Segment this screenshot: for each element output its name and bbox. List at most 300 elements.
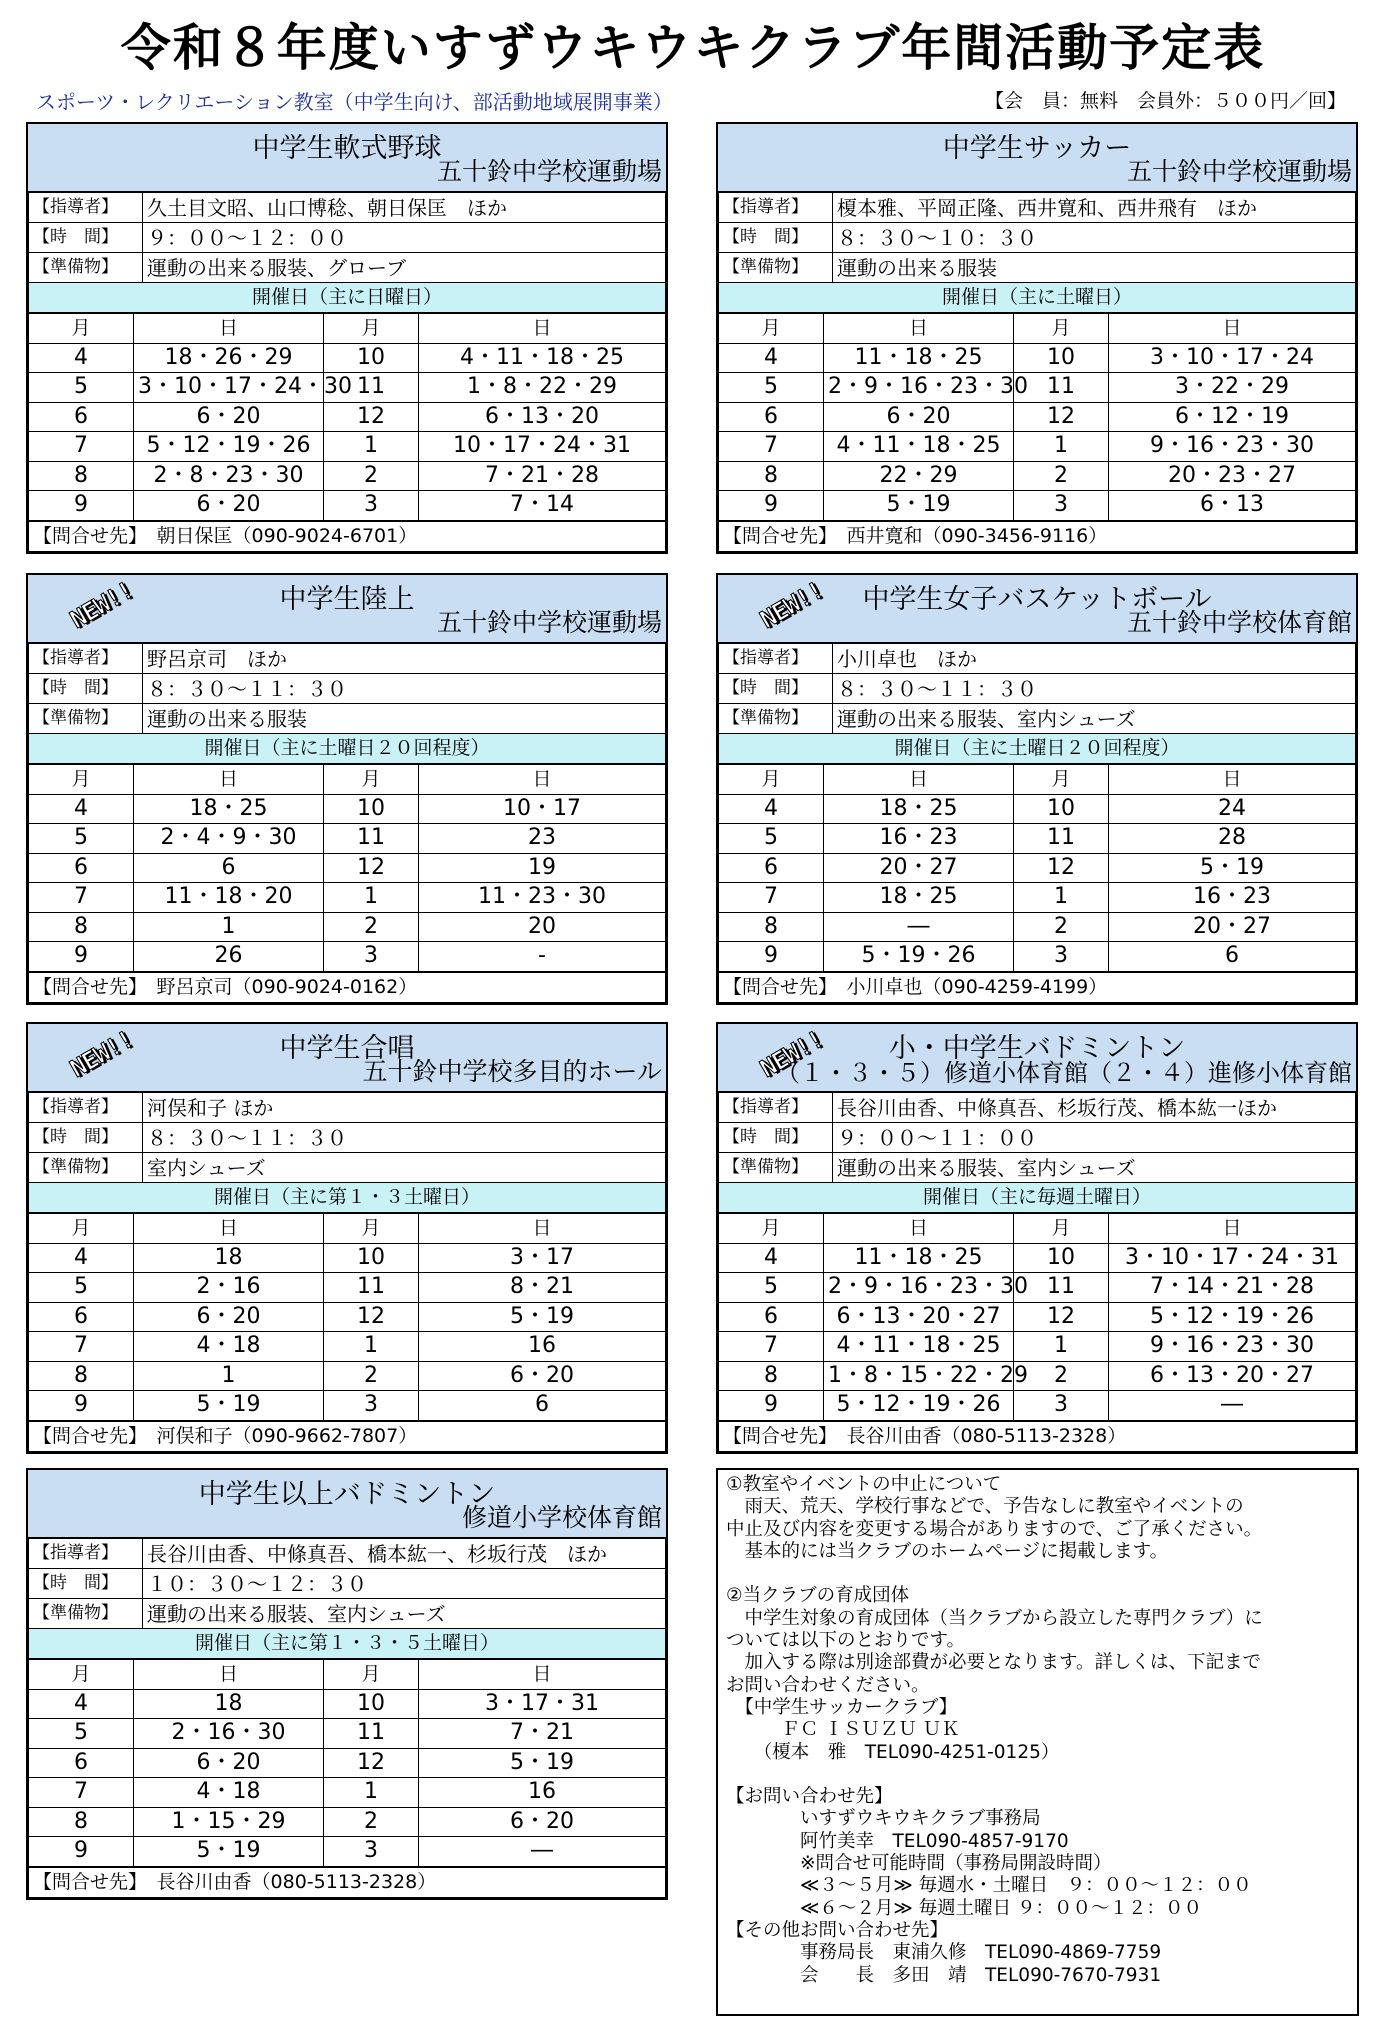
note-line: 【中学生サッカークラブ】	[726, 1696, 958, 1718]
schedule-row	[29, 1302, 666, 1332]
contact-table	[28, 521, 666, 552]
schedule-row	[29, 1361, 666, 1391]
dates-cell: 16・23	[1109, 883, 1356, 913]
dates-cell: 16	[419, 1778, 666, 1808]
schedule-row	[29, 343, 666, 373]
month-cell: 9	[29, 1837, 134, 1867]
note-line: ≪３～５月≫ 毎週水・土曜日 ９：００～１２：００	[726, 1875, 1252, 1897]
card-header	[718, 1024, 1356, 1092]
month-cell: 9	[29, 1391, 134, 1421]
month-cell: 5	[719, 824, 824, 854]
dates-cell: 5・12・19・26	[134, 432, 324, 462]
column-header: 日	[419, 765, 666, 795]
dates-cell: 6・20	[824, 402, 1014, 432]
row-value: 室内シューズ	[143, 1153, 666, 1183]
month-cell: 3	[324, 491, 419, 521]
program-card	[26, 1468, 668, 1900]
dates-cell: 2・4・9・30	[134, 824, 324, 854]
month-cell: 6	[29, 1302, 134, 1332]
note-line: 【その他お問い合わせ先】	[726, 1919, 949, 1941]
dates-cell: 6	[134, 853, 324, 883]
dates-cell: 4・18	[134, 1332, 324, 1362]
dates-cell: 6・13・20・27	[1109, 1361, 1356, 1391]
items-row	[719, 704, 1356, 734]
schedule-table	[718, 313, 1356, 521]
info-table	[28, 643, 666, 764]
dates-cell: 5・19	[134, 1391, 324, 1421]
contact-table	[718, 521, 1356, 552]
month-cell: 11	[324, 1719, 419, 1749]
month-cell: 7	[29, 432, 134, 462]
schedule-row	[29, 853, 666, 883]
dates-cell: 7・21	[419, 1719, 666, 1749]
time-row	[29, 1123, 666, 1153]
dates-cell: 2・8・23・30	[134, 461, 324, 491]
note-line: お問い合わせください。	[726, 1674, 930, 1696]
schedule-columns	[719, 1214, 1356, 1244]
row-label: 【準備物】	[719, 253, 833, 283]
schedule-row	[29, 942, 666, 972]
month-cell: 2	[324, 912, 419, 942]
contact-cell	[719, 1421, 1356, 1451]
month-cell: 2	[324, 1807, 419, 1837]
schedule-columns	[29, 1660, 666, 1690]
contact-table	[718, 1421, 1356, 1452]
program-name: 中学生合唱	[279, 1033, 415, 1064]
items-row	[29, 704, 666, 734]
program-venue: 修道小学校体育館	[461, 1503, 662, 1532]
program-name: 中学生陸上	[279, 584, 415, 615]
dates-cell: ―	[419, 1837, 666, 1867]
dates-cell: 18	[134, 1243, 324, 1273]
dates-cell: 5・19	[419, 1748, 666, 1778]
dates-cell: 16	[419, 1332, 666, 1362]
month-cell: 11	[324, 824, 419, 854]
schedule-table	[28, 764, 666, 972]
contact-cell	[29, 972, 666, 1002]
note-line: ②当クラブの育成団体	[726, 1585, 910, 1607]
dates-cell: 1	[134, 1361, 324, 1391]
month-cell: 4	[719, 794, 824, 824]
schedule-row	[29, 1807, 666, 1837]
program-venue: 五十鈴中学校運動場	[436, 157, 662, 186]
fee-info: 【会 員：無料 会員外：５００円／回】	[984, 90, 1346, 112]
time-row	[29, 1569, 666, 1599]
column-header: 月	[719, 765, 824, 795]
month-cell: 9	[719, 942, 824, 972]
schedule-row	[719, 912, 1356, 942]
items-row	[29, 1153, 666, 1183]
month-cell: 6	[29, 402, 134, 432]
program-card	[716, 1022, 1358, 1454]
schedule-header: 開催日（主に毎週土曜日）	[719, 1183, 1356, 1213]
note-line	[726, 1563, 1349, 1585]
schedule-row	[719, 824, 1356, 854]
contact-value: 長谷川由香（080-5113-2328）	[156, 1870, 437, 1893]
dates-cell: 9・16・23・30	[1109, 432, 1356, 462]
dates-cell: 11・18・20	[134, 883, 324, 913]
row-value: 運動の出来る服装	[833, 253, 1356, 283]
month-cell: 12	[324, 1748, 419, 1778]
month-cell: 9	[29, 942, 134, 972]
schedule-row	[29, 1243, 666, 1273]
row-label: 【指導者】	[29, 1539, 143, 1569]
dates-cell: 28	[1109, 824, 1356, 854]
contact-table	[28, 1421, 666, 1452]
column-header: 月	[1014, 765, 1109, 795]
month-cell: 6	[719, 402, 824, 432]
row-value: 運動の出来る服装、室内シューズ	[143, 1599, 666, 1629]
schedule-columns	[29, 765, 666, 795]
info-table	[718, 192, 1356, 313]
time-row	[29, 674, 666, 704]
dates-cell: 11・18・25	[824, 1243, 1014, 1273]
dates-cell: 6	[419, 1391, 666, 1421]
column-header: 日	[824, 1214, 1014, 1244]
dates-cell: 4・18	[134, 1778, 324, 1808]
row-value: ８：３０～１１：３０	[833, 674, 1356, 704]
row-value: 長谷川由香、中條真吾、杉坂行茂、橋本紘一ほか	[833, 1093, 1356, 1123]
month-cell: 6	[29, 1748, 134, 1778]
dates-cell: 3・22・29	[1109, 373, 1356, 403]
month-cell: 5	[29, 373, 134, 403]
row-label: 【指導者】	[29, 193, 143, 223]
program-venue: 五十鈴中学校運動場	[1126, 157, 1352, 186]
month-cell: 3	[324, 1837, 419, 1867]
dates-cell: 20・23・27	[1109, 461, 1356, 491]
month-cell: 10	[324, 1243, 419, 1273]
dates-cell: 11・18・25	[824, 343, 1014, 373]
dates-cell: 4・11・18・25	[419, 343, 666, 373]
dates-cell: 4・11・18・25	[824, 432, 1014, 462]
row-value: 榎本雅、平岡正隆、西井寛和、西井飛有 ほか	[833, 193, 1356, 223]
schedule-table	[28, 313, 666, 521]
contact-cell	[29, 1421, 666, 1451]
month-cell: 9	[29, 491, 134, 521]
contact-cell	[719, 972, 1356, 1002]
month-cell: 4	[29, 1243, 134, 1273]
column-header: 月	[29, 314, 134, 344]
schedule-row	[719, 883, 1356, 913]
month-cell: 1	[324, 1778, 419, 1808]
dates-cell: 6・13	[1109, 491, 1356, 521]
contact-row	[29, 1421, 666, 1451]
contact-row	[29, 972, 666, 1002]
month-cell: 7	[29, 1778, 134, 1808]
schedule-header-row	[29, 1183, 666, 1213]
row-value: ８：３０～１０：３０	[833, 223, 1356, 253]
column-header: 日	[824, 765, 1014, 795]
month-cell: 2	[324, 461, 419, 491]
column-header: 日	[419, 1214, 666, 1244]
note-line: 【お問い合わせ先】	[726, 1786, 893, 1808]
schedule-columns	[29, 314, 666, 344]
month-cell: 10	[324, 343, 419, 373]
note-line: 阿竹美幸 TEL090-4857-9170	[726, 1830, 1069, 1852]
row-label: 【準備物】	[29, 704, 143, 734]
dates-cell: 16・23	[824, 824, 1014, 854]
schedule-row	[29, 883, 666, 913]
time-row	[719, 1123, 1356, 1153]
month-cell: 8	[719, 461, 824, 491]
items-row	[719, 253, 1356, 283]
items-row	[29, 253, 666, 283]
schedule-table	[718, 1213, 1356, 1421]
row-value: １０：３０～１２：３０	[143, 1569, 666, 1599]
month-cell: 1	[1014, 1332, 1109, 1362]
note-line: ※問合せ可能時間（事務局開設時間）	[726, 1853, 1112, 1875]
column-header: 月	[29, 765, 134, 795]
note-line: 会 長 多田 靖 TEL090-7670-7931	[726, 1964, 1162, 1986]
schedule-header: 開催日（主に第１・３土曜日）	[29, 1183, 666, 1213]
dates-cell: 1・8・22・29	[419, 373, 666, 403]
dates-cell: 5・12・19・26	[824, 1391, 1014, 1421]
schedule-header-row	[719, 1183, 1356, 1213]
dates-cell: 18・25	[824, 794, 1014, 824]
contact-row	[29, 1867, 666, 1897]
dates-cell: 5・19	[1109, 853, 1356, 883]
contact-row	[29, 521, 666, 551]
month-cell: 12	[324, 402, 419, 432]
schedule-header: 開催日（主に日曜日）	[29, 283, 666, 313]
schedule-row	[719, 1302, 1356, 1332]
note-line: ついては以下のとおりです。	[726, 1630, 966, 1652]
dates-cell: 19	[419, 853, 666, 883]
dates-cell: 9・16・23・30	[1109, 1332, 1356, 1362]
contact-cell	[29, 1867, 666, 1897]
page-subtitle: スポーツ・レクリエーション教室（中学生向け、部活動地域展開事業）	[36, 90, 673, 114]
row-value: 長谷川由香、中條真吾、橋本紘一、杉坂行茂 ほか	[143, 1539, 666, 1569]
schedule-row	[719, 1332, 1356, 1362]
program-name: 中学生以上バドミントン	[198, 1479, 496, 1510]
contact-cell	[719, 521, 1356, 551]
dates-cell: 7・21・28	[419, 461, 666, 491]
contact-row	[719, 1421, 1356, 1451]
program-venue: 五十鈴中学校運動場	[436, 608, 662, 637]
dates-cell: 24	[1109, 794, 1356, 824]
leader-row	[29, 1093, 666, 1123]
month-cell: 1	[324, 432, 419, 462]
column-header: 月	[324, 765, 419, 795]
dates-cell: 22・29	[824, 461, 1014, 491]
note-line: ≪６～２月≫ 毎週土曜日 ９：００～１２：００	[726, 1897, 1202, 1919]
dates-cell: 3・10・17・24・31	[1109, 1243, 1356, 1273]
row-label: 【時 間】	[29, 674, 143, 704]
column-header: 月	[719, 1214, 824, 1244]
column-header: 月	[719, 314, 824, 344]
dates-cell: 10・17	[419, 794, 666, 824]
contact-label: 【問合せ先】	[723, 975, 828, 998]
dates-cell: 6・20	[419, 1361, 666, 1391]
schedule-header: 開催日（主に土曜日２０回程度）	[29, 734, 666, 764]
schedule-row	[719, 942, 1356, 972]
program-venue: 五十鈴中学校多目的ホール	[362, 1057, 662, 1086]
month-cell: 8	[29, 912, 134, 942]
schedule-row	[29, 491, 666, 521]
month-cell: 9	[719, 1391, 824, 1421]
column-header: 日	[824, 314, 1014, 344]
dates-cell: 8・21	[419, 1273, 666, 1303]
leader-row	[719, 193, 1356, 223]
schedule-row	[719, 1361, 1356, 1391]
new-badge: NEW!!	[755, 576, 828, 634]
program-name: 小・中学生バドミントン	[888, 1033, 1186, 1064]
column-header: 日	[134, 314, 324, 344]
time-row	[29, 223, 666, 253]
schedule-row	[29, 1332, 666, 1362]
dates-cell: 6・20	[134, 491, 324, 521]
month-cell: 8	[29, 1361, 134, 1391]
month-cell: 12	[1014, 853, 1109, 883]
program-card	[716, 573, 1358, 1005]
column-header: 月	[324, 1214, 419, 1244]
schedule-row	[719, 491, 1356, 521]
row-value: 久土目文昭、山口博稔、朝日保匡 ほか	[143, 193, 666, 223]
schedule-row	[29, 402, 666, 432]
note-line: 雨天、荒天、学校行事などで、予告なしに教室やイベントの	[726, 1496, 1244, 1518]
program-name: 中学生軟式野球	[252, 133, 442, 164]
dates-cell: 2・16	[134, 1273, 324, 1303]
month-cell: 3	[324, 1391, 419, 1421]
info-table	[718, 1092, 1356, 1213]
column-header: 日	[419, 1660, 666, 1690]
contact-label: 【問合せ先】	[33, 524, 138, 547]
dates-cell: 2・16・30	[134, 1719, 324, 1749]
row-label: 【時 間】	[29, 223, 143, 253]
row-label: 【準備物】	[29, 1153, 143, 1183]
month-cell: 5	[719, 1273, 824, 1303]
month-cell: 10	[1014, 1243, 1109, 1273]
month-cell: 8	[719, 1361, 824, 1391]
items-row	[719, 1153, 1356, 1183]
schedule-table	[718, 764, 1356, 972]
schedule-columns	[29, 1214, 666, 1244]
row-value: 野呂京司 ほか	[143, 644, 666, 674]
row-label: 【時 間】	[719, 1123, 833, 1153]
schedule-row	[719, 343, 1356, 373]
month-cell: 7	[29, 883, 134, 913]
row-label: 【準備物】	[719, 1153, 833, 1183]
program-name: 中学生女子バスケットボール	[862, 584, 1212, 615]
dates-cell: 1	[134, 912, 324, 942]
info-table	[718, 643, 1356, 764]
dates-cell: 6	[1109, 942, 1356, 972]
card-header	[28, 124, 666, 192]
month-cell: 7	[719, 883, 824, 913]
card-header	[28, 575, 666, 643]
note-line: ①教室やイベントの中止について	[726, 1474, 1002, 1495]
column-header: 日	[1109, 765, 1356, 795]
schedule-row	[29, 912, 666, 942]
schedule-row	[29, 1837, 666, 1867]
row-label: 【指導者】	[719, 193, 833, 223]
month-cell: 1	[1014, 432, 1109, 462]
dates-cell: 5・19	[824, 491, 1014, 521]
month-cell: 10	[1014, 794, 1109, 824]
schedule-row	[29, 794, 666, 824]
month-cell: 7	[29, 1332, 134, 1362]
column-header: 日	[134, 1214, 324, 1244]
schedule-table	[28, 1213, 666, 1421]
dates-cell: 6・12・19	[1109, 402, 1356, 432]
info-table	[28, 192, 666, 313]
contact-label: 【問合せ先】	[723, 524, 828, 547]
notes-box	[716, 1468, 1359, 2016]
month-cell: 5	[719, 373, 824, 403]
program-venue: 五十鈴中学校体育館	[1126, 608, 1352, 637]
month-cell: 9	[719, 491, 824, 521]
column-header: 日	[1109, 314, 1356, 344]
row-value: ８：３０～１１：３０	[143, 1123, 666, 1153]
dates-cell: 20・27	[1109, 912, 1356, 942]
month-cell: 2	[1014, 461, 1109, 491]
schedule-row	[719, 1243, 1356, 1273]
new-badge: NEW!!	[755, 1025, 828, 1083]
month-cell: 1	[324, 1332, 419, 1362]
month-cell: 7	[719, 1332, 824, 1362]
program-venue: （１・３・５）修道小体育館（２・４）進修小体育館	[776, 1059, 1352, 1087]
dates-cell: 11・23・30	[419, 883, 666, 913]
dates-cell: -	[419, 942, 666, 972]
month-cell: 2	[1014, 912, 1109, 942]
dates-cell: 18・25	[134, 794, 324, 824]
dates-cell: 5・19・26	[824, 942, 1014, 972]
month-cell: 5	[29, 1719, 134, 1749]
column-header: 月	[324, 1660, 419, 1690]
row-value: 運動の出来る服装、グローブ	[143, 253, 666, 283]
month-cell: 7	[719, 432, 824, 462]
dates-cell: 10・17・24・31	[419, 432, 666, 462]
leader-row	[29, 193, 666, 223]
column-header: 月	[324, 314, 419, 344]
schedule-row	[29, 1273, 666, 1303]
row-label: 【時 間】	[719, 223, 833, 253]
dates-cell: 23	[419, 824, 666, 854]
row-label: 【時 間】	[29, 1569, 143, 1599]
contact-label: 【問合せ先】	[33, 1870, 138, 1893]
new-badge: NEW!!	[65, 1025, 138, 1083]
month-cell: 10	[324, 794, 419, 824]
month-cell: 5	[29, 824, 134, 854]
note-line: （榎本 雅 TEL090-4251-0125）	[726, 1741, 1060, 1763]
program-card	[716, 122, 1358, 554]
schedule-row	[719, 432, 1356, 462]
schedule-row	[719, 794, 1356, 824]
dates-cell: 6・13・20	[419, 402, 666, 432]
dates-cell: 20	[419, 912, 666, 942]
items-row	[29, 1599, 666, 1629]
column-header: 月	[29, 1214, 134, 1244]
schedule-row	[719, 853, 1356, 883]
dates-cell: 6・13・20・27	[824, 1302, 1014, 1332]
schedule-row	[29, 1391, 666, 1421]
month-cell: 1	[1014, 883, 1109, 913]
schedule-row	[719, 373, 1356, 403]
row-label: 【指導者】	[719, 644, 833, 674]
row-label: 【準備物】	[29, 1599, 143, 1629]
leader-row	[719, 644, 1356, 674]
month-cell: 10	[1014, 343, 1109, 373]
contact-table	[28, 972, 666, 1003]
month-cell: 4	[29, 343, 134, 373]
dates-cell: 2・9・16・23・30	[824, 1273, 1014, 1303]
dates-cell: 3・10・17・24・30	[134, 373, 324, 403]
dates-cell: 3・17	[419, 1243, 666, 1273]
month-cell: 3	[1014, 1391, 1109, 1421]
dates-cell: 18・26・29	[134, 343, 324, 373]
column-header: 日	[1109, 1214, 1356, 1244]
dates-cell: 18・25	[824, 883, 1014, 913]
